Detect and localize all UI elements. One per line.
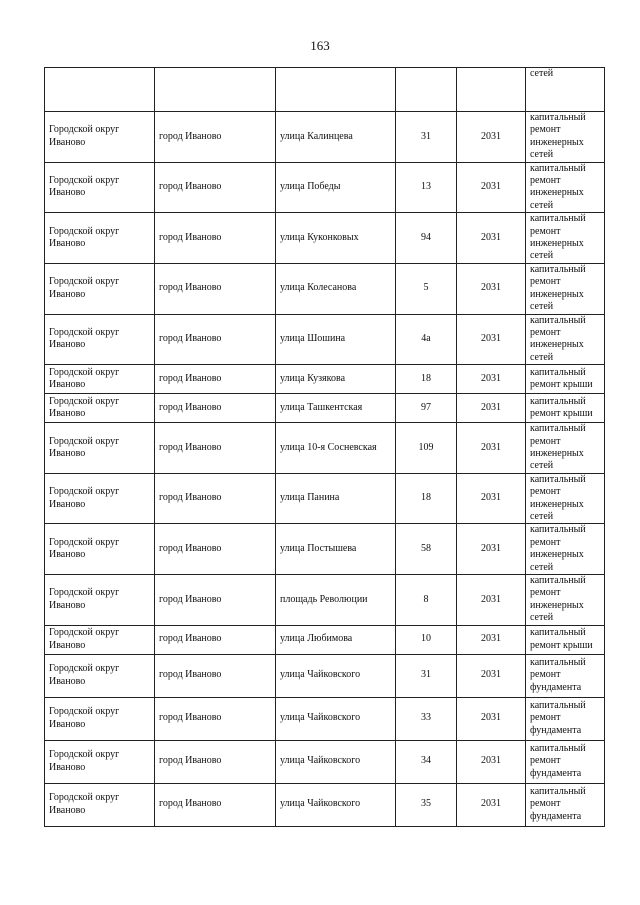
cell-district: Городской округ Иваново — [45, 394, 155, 423]
cell-work-type: капитальный ремонт инженерных сетей — [526, 263, 605, 314]
cell-house-number: 13 — [396, 162, 457, 213]
cell-district: Городской округ Иваново — [45, 162, 155, 213]
cell-locality: город Иваново — [155, 394, 276, 423]
housing-repair-table — [44, 67, 605, 827]
cell-year: 2031 — [457, 654, 526, 697]
cell-locality: город Иваново — [155, 365, 276, 394]
table-row — [45, 473, 605, 524]
cell-work-type: капитальный ремонт инженерных сетей — [526, 112, 605, 163]
cell-year: 2031 — [457, 213, 526, 264]
cell-locality: город Иваново — [155, 162, 276, 213]
cell-street: улица 10-я Сосневская — [276, 423, 396, 474]
cell-district: Городской округ Иваново — [45, 423, 155, 474]
cell-district: Городской округ Иваново — [45, 697, 155, 740]
cell-work-type: капитальный ремонт инженерных сетей — [526, 213, 605, 264]
cell-work-type: капитальный ремонт крыши — [526, 365, 605, 394]
cell-locality: город Иваново — [155, 740, 276, 783]
cell-year — [457, 68, 526, 112]
cell-work-type: капитальный ремонт инженерных сетей — [526, 575, 605, 626]
cell-house-number: 8 — [396, 575, 457, 626]
cell-house-number: 35 — [396, 783, 457, 826]
cell-locality: город Иваново — [155, 112, 276, 163]
cell-district: Городской округ Иваново — [45, 213, 155, 264]
cell-year: 2031 — [457, 473, 526, 524]
cell-house-number: 31 — [396, 654, 457, 697]
table-row — [45, 394, 605, 423]
cell-house-number: 18 — [396, 473, 457, 524]
cell-street: улица Победы — [276, 162, 396, 213]
cell-work-type: капитальный ремонт фундамента — [526, 697, 605, 740]
cell-work-type: капитальный ремонт инженерных сетей — [526, 314, 605, 365]
cell-work-type: капитальный ремонт фундамента — [526, 654, 605, 697]
cell-year: 2031 — [457, 314, 526, 365]
cell-street: площадь Революции — [276, 575, 396, 626]
cell-street: улица Чайковского — [276, 783, 396, 826]
cell-year: 2031 — [457, 112, 526, 163]
table-row — [45, 162, 605, 213]
cell-house-number: 4а — [396, 314, 457, 365]
cell-year: 2031 — [457, 394, 526, 423]
cell-locality: город Иваново — [155, 575, 276, 626]
table-row-continued — [45, 68, 605, 112]
cell-locality: город Иваново — [155, 213, 276, 264]
cell-year: 2031 — [457, 263, 526, 314]
cell-street: улица Колесанова — [276, 263, 396, 314]
cell-street: улица Панина — [276, 473, 396, 524]
cell-locality: город Иваново — [155, 423, 276, 474]
cell-locality: город Иваново — [155, 524, 276, 575]
cell-locality: город Иваново — [155, 314, 276, 365]
cell-district: Городской округ Иваново — [45, 524, 155, 575]
cell-street: улица Шошина — [276, 314, 396, 365]
table-body — [45, 68, 605, 827]
cell-street: улица Постышева — [276, 524, 396, 575]
cell-work-type: капитальный ремонт крыши — [526, 394, 605, 423]
table-row — [45, 314, 605, 365]
cell-work-type: капитальный ремонт инженерных сетей — [526, 524, 605, 575]
table-row — [45, 625, 605, 654]
cell-street: улица Кузякова — [276, 365, 396, 394]
cell-district: Городской округ Иваново — [45, 263, 155, 314]
cell-house-number: 33 — [396, 697, 457, 740]
cell-locality: город Иваново — [155, 697, 276, 740]
cell-work-type: капитальный ремонт фундамента — [526, 740, 605, 783]
cell-work-type: капитальный ремонт фундамента — [526, 783, 605, 826]
cell-house-number: 5 — [396, 263, 457, 314]
table-row — [45, 740, 605, 783]
cell-work-type: капитальный ремонт инженерных сетей — [526, 423, 605, 474]
cell-year: 2031 — [457, 162, 526, 213]
table-row — [45, 423, 605, 474]
cell-house-number: 18 — [396, 365, 457, 394]
cell-house-number: 109 — [396, 423, 457, 474]
cell-district: Городской округ Иваново — [45, 740, 155, 783]
cell-year: 2031 — [457, 697, 526, 740]
cell-house-number: 58 — [396, 524, 457, 575]
cell-district: Городской округ Иваново — [45, 314, 155, 365]
table-row — [45, 575, 605, 626]
cell-district: Городской округ Иваново — [45, 473, 155, 524]
cell-house-number: 34 — [396, 740, 457, 783]
cell-street: улица Любимова — [276, 625, 396, 654]
table-row — [45, 524, 605, 575]
cell-year: 2031 — [457, 524, 526, 575]
cell-year: 2031 — [457, 365, 526, 394]
cell-work-type: капитальный ремонт инженерных сетей — [526, 162, 605, 213]
cell-street: улица Куконковых — [276, 213, 396, 264]
cell-locality: город Иваново — [155, 473, 276, 524]
cell-district: Городской округ Иваново — [45, 365, 155, 394]
cell-street: улица Ташкентская — [276, 394, 396, 423]
cell-street: улица Чайковского — [276, 740, 396, 783]
cell-house-number — [396, 68, 457, 112]
cell-locality: город Иваново — [155, 783, 276, 826]
cell-work-type: сетей — [526, 68, 605, 112]
cell-district: Городской округ Иваново — [45, 112, 155, 163]
cell-locality — [155, 68, 276, 112]
page-number: 163 — [310, 38, 330, 53]
cell-year: 2031 — [457, 783, 526, 826]
table-row — [45, 365, 605, 394]
cell-locality: город Иваново — [155, 654, 276, 697]
cell-street: улица Чайковского — [276, 697, 396, 740]
cell-district: Городской округ Иваново — [45, 783, 155, 826]
cell-district: Городской округ Иваново — [45, 575, 155, 626]
cell-street — [276, 68, 396, 112]
table-row — [45, 654, 605, 697]
cell-street: улица Калинцева — [276, 112, 396, 163]
cell-district: Городской округ Иваново — [45, 654, 155, 697]
cell-house-number: 94 — [396, 213, 457, 264]
cell-locality: город Иваново — [155, 263, 276, 314]
cell-work-type: капитальный ремонт инженерных сетей — [526, 473, 605, 524]
cell-house-number: 10 — [396, 625, 457, 654]
cell-year: 2031 — [457, 575, 526, 626]
cell-year: 2031 — [457, 423, 526, 474]
cell-locality: город Иваново — [155, 625, 276, 654]
table-row — [45, 783, 605, 826]
cell-year: 2031 — [457, 625, 526, 654]
table-row — [45, 213, 605, 264]
cell-work-type: капитальный ремонт крыши — [526, 625, 605, 654]
cell-district: Городской округ Иваново — [45, 625, 155, 654]
cell-district — [45, 68, 155, 112]
table-row — [45, 112, 605, 163]
cell-street: улица Чайковского — [276, 654, 396, 697]
table-row — [45, 263, 605, 314]
table-row — [45, 697, 605, 740]
cell-year: 2031 — [457, 740, 526, 783]
cell-house-number: 31 — [396, 112, 457, 163]
cell-house-number: 97 — [396, 394, 457, 423]
